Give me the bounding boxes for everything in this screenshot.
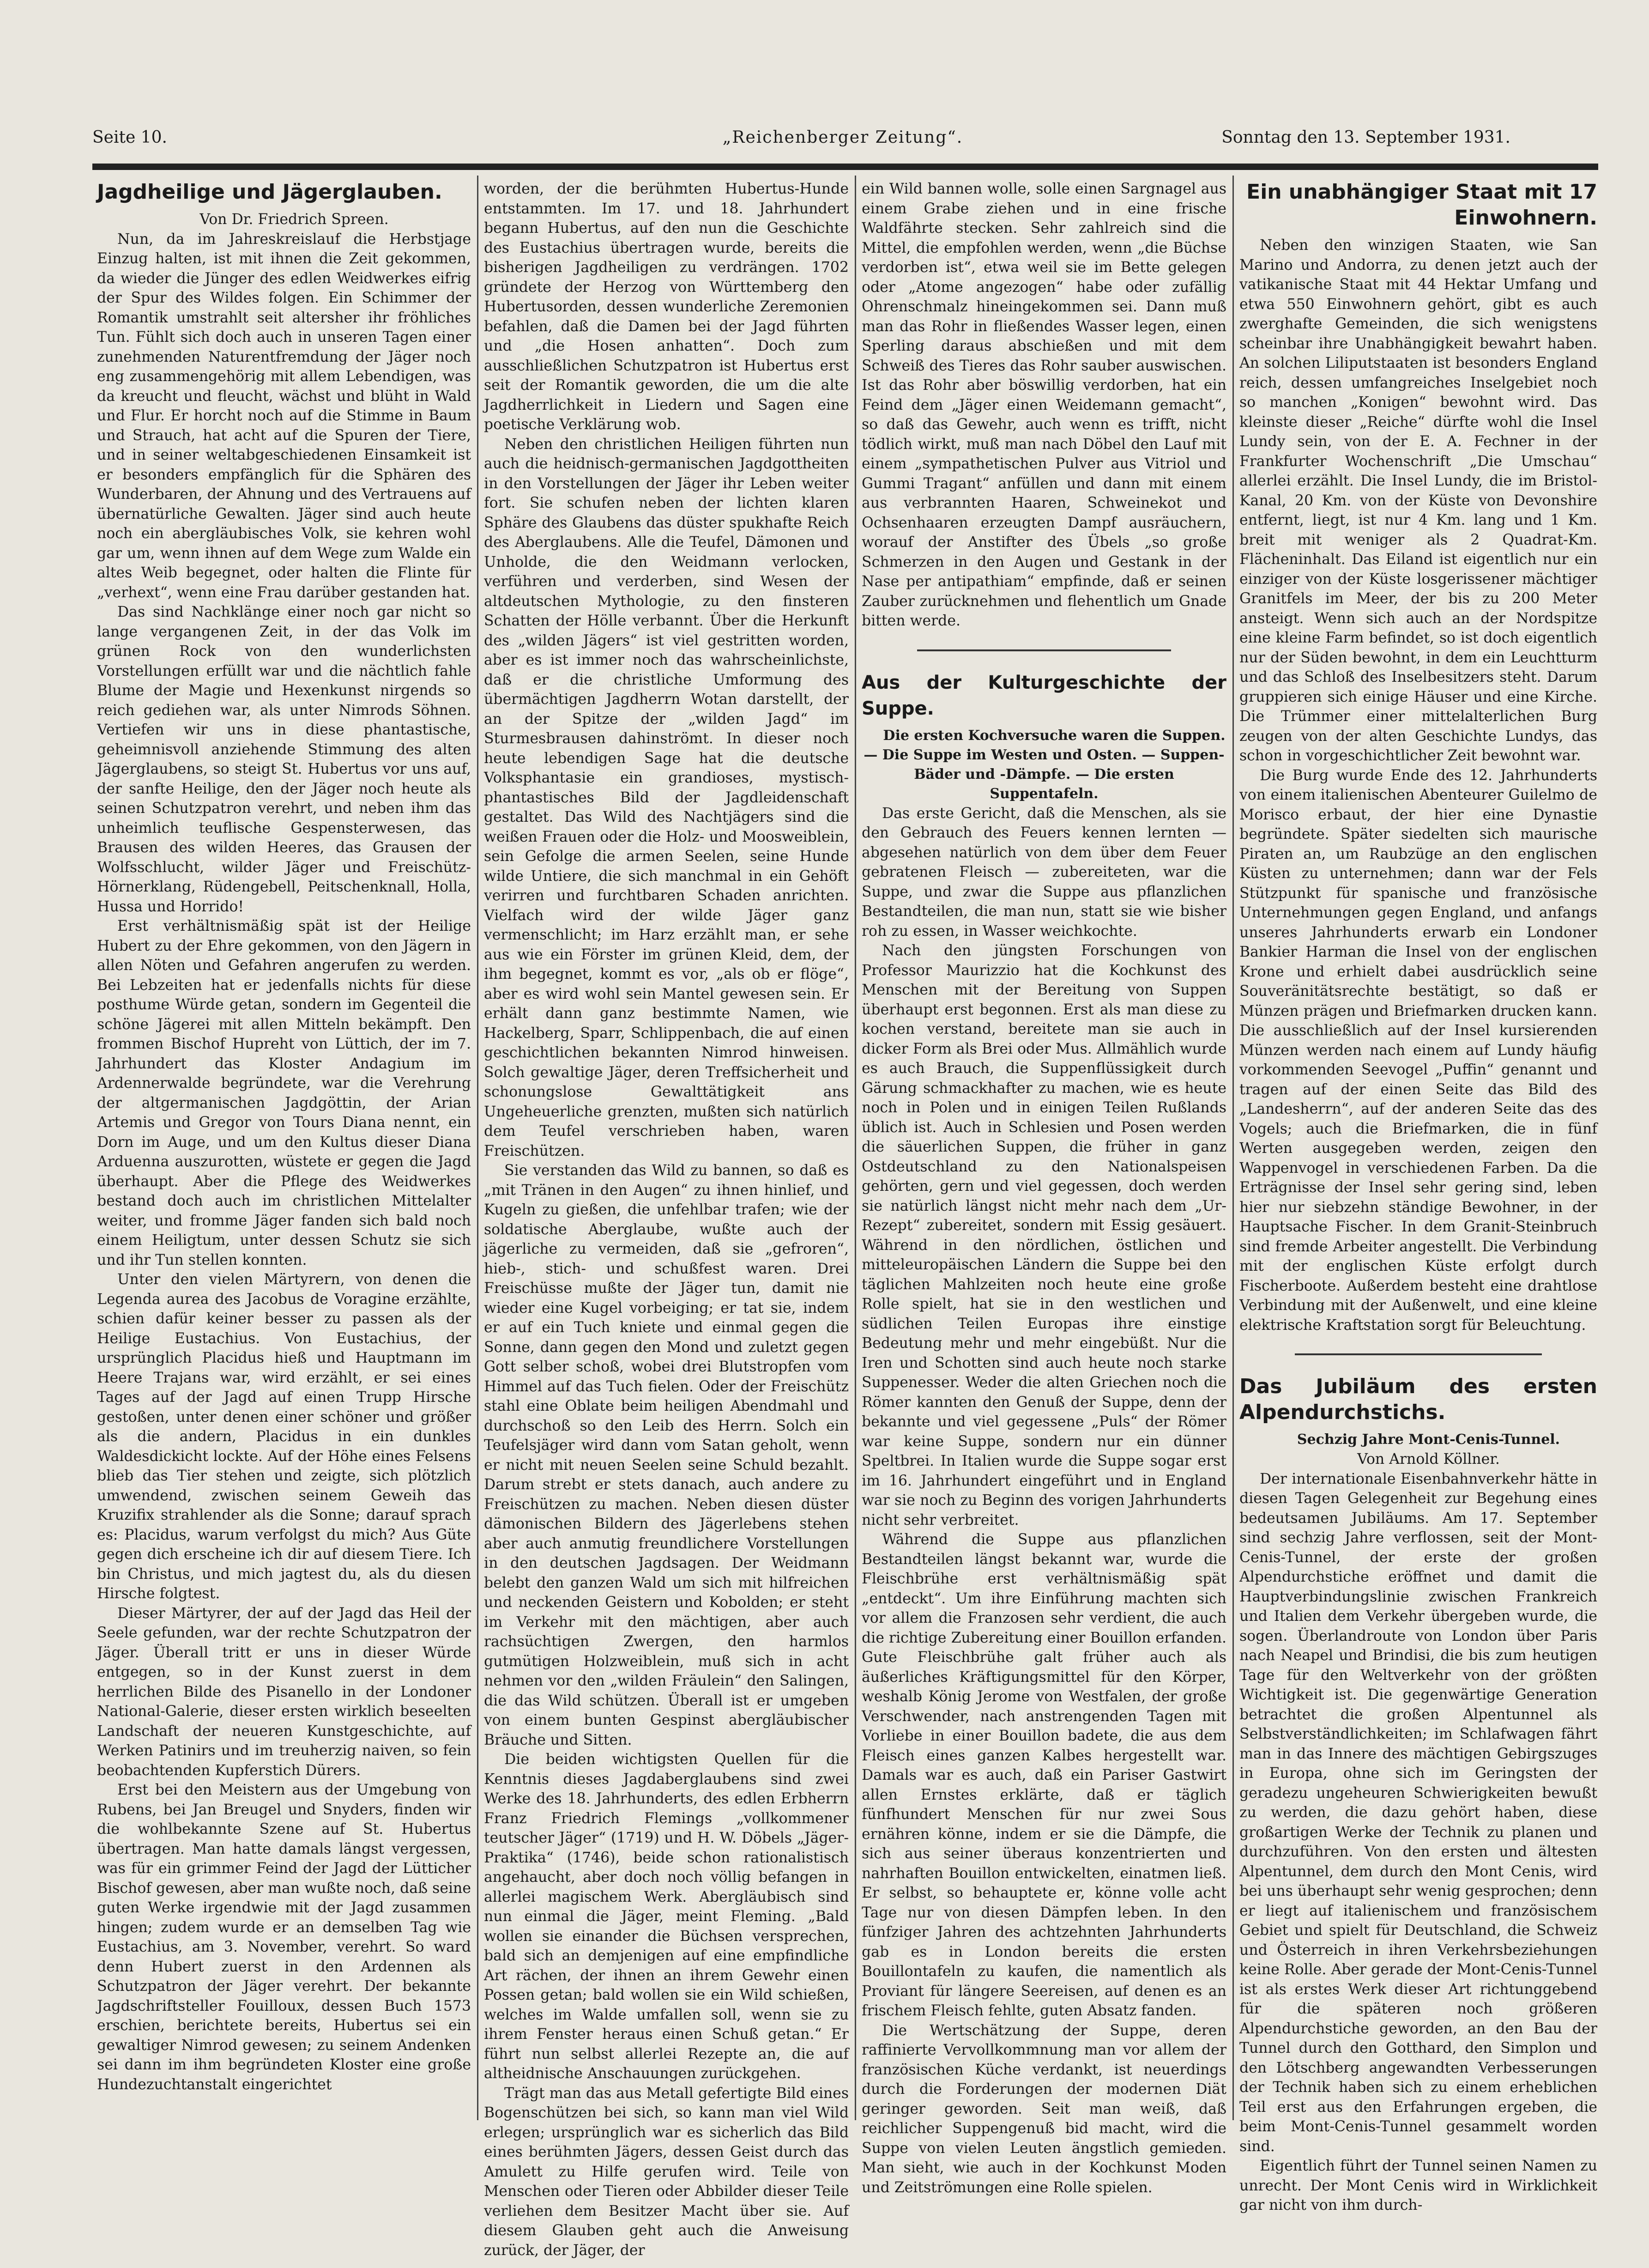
article-paragraph: Eigentlich führt der Tunnel seinen Namen zu unrecht. Der Mont Cenis wird in Wirklichkeit gar nicht von ihm durch- — [1239, 2158, 1597, 2213]
article-paragraph: Neben den christlichen Heiligen führten nun auch die heidnisch-germanischen Jagdgottheiten in den Vorstellungen der Jäger ihr Leben weiter fort. Sie schufen neben der lichten klaren Sphäre des Glaubens das düster spukhafte Reich des Aberglaubens. Alle die Teufel, Dämonen und Unholde, die den Weidmann verlocken, verführen und verderben, sind Wesen der altdeutschen Mythologie, zu den finsteren Schatten der Hölle verbannt. Über die Herkunft des „wilden Jägers“ ist viel gestritten worden, aber es ist immer noch das wahrscheinlichste, daß er die christliche Umformung des übermächtigen Jagdherrn Wotan darstellt, der an der Spitze der „wilden Jagd“ im Sturmesbrausen dahinströmt. In dieser noch heute lebendigen Sage hat die deutsche Volksphantasie ein grandioses, mystisch-phantastisches Bild der Jagdleidenschaft gestaltet. Das Wild des Nachtjägers sind die weißen Frauen oder die Holz- und Moosweiblein, sein Gefolge die armen Seelen, seine Hunde wilde Untiere, die sich manchmal in ein Gehöft verirren und furchtbaren Schaden anrichten. Vielfach wird der wilde Jäger ganz vermenschlicht; im Harz erzählt man, er sehe aus wie ein Förster im grünen Kleid, dem, der ihm begegnet, kommt es vor, „als ob er flöge“, aber es wird wohl sein Mantel gewesen sein. Er erhält dann ganz bestimmte Namen, wie Hackelberg, Sparr, Schlippenbach, die auf einen geschichtlichen bekannten Nimrod hinweisen. Solch gewaltige Jäger, deren Treffsicherheit und schonungslose Gewalttätigkeit ans Ungeheuerliche grenzten, mußten sich natürlich dem Teufel verschrieben haben, waren Freischützen. — [484, 436, 849, 1159]
column-3 — [862, 179, 1226, 2196]
article-paragraph: Unter den vielen Märtyrern, von denen die Legenda aurea des Jacobus de Voragine erzählte, schien dafür keiner besser zu passen als der Heilige Eustachius. Von Eustachius, der ursprünglich Placidus hieß und Hauptmann im Heere Trajans war, wird erzählt, er sei eines Tages auf der Jagd auf einen Trupp Hirsche gestoßen, unter denen einer schöner und größer als die andern, Placidus in ein dunkles Waldesdickicht lockte. Auf der Höhe eines Felsens blieb das Tier stehen und zeigte, sich plötzlich umwendend, zwischen seinem Geweih das Kruzifix strahlender als die Sonne; darauf sprach es: Placidus, warum verfolgst du mich? Aus Güte gegen dich erscheine ich dir auf diesem Tiere. Ich bin Christus, und mich jagtest du, als du diesen Hirsche folgtest. — [97, 1271, 471, 1602]
header-rule — [92, 164, 1598, 170]
column-1 — [97, 179, 471, 2119]
article-paragraph: Sie verstanden das Wild zu bannen, so daß es „mit Tränen in den Augen“ zu ihnen hinlief, und Kugeln zu gießen, die unfehlbar trafen; wie der soldatische Aberglaube, wußte auch der jägerliche zu vermeiden, daß sie „gefroren“, hieb-, stich- und schußfest waren. Drei Freischüsse mußte der Jäger tun, damit nie wieder eine Kugel vorbeiging; er tat sie, indem er auf ein Tuch kniete und einmal gegen die Sonne, dann gegen den Mond und zuletzt gegen Gott selber schoß, wobei drei Blutstropfen vom Himmel auf das Tuch fielen. Oder der Freischütz stahl eine Oblate beim heiligen Abendmahl und durchschoß so den Leib des Herrn. Solch ein Teufelsjäger wird dann vom Satan geholt, wenn er nicht mit neuen Seelen seine Schuld bezahlt. Darum strebt er stets danach, auch andere zu Freischützen zu machen. Neben diesen düster dämonischen Bildern des Jägerlebens stehen aber auch anmutig freundlichere Vorstellungen in den deutschen Jagdsagen. Der Weidmann belebt den ganzen Wald um sich mit hilfreichen und neckenden Geistern und Kobolden; er steht im Verkehr mit den mächtigen, aber auch rachsüchtigen Zwergen, den harmlos gutmütigen Holzweiblein, muß sich in acht nehmen vor den „wilden Fräulein“ den Salingen, die das Wild schützen. Überall ist er umgeben von einem bunten Gespinst abergläubischer Bräuche und Sitten. — [484, 1162, 849, 1748]
article-paragraph: ein Wild bannen wolle, solle einen Sargnagel aus einem Grabe ziehen und in eine frische Waldfährte stecken. Sehr zahlreich sind die Mittel, die empfohlen werden, wenn „die Büchse verdorben ist“, etwa weil sie im Bette gelegen oder „Atome angezogen“ habe oder zufällig Ohrenschmalz hineingekommen sei. Dann muß man das Rohr in fließendes Wasser legen, einen Sperling daraus abschießen und mit dem Schweiß des Tieres das Rohr sauber auswischen. Ist das Rohr aber böswillig verdorben, hat ein Feind dem „Jäger einen Weidemann gemacht“, so daß das Gewehr, auch wenn es trifft, nicht tödlich wirkt, muß man nach Döbel den Lauf mit einem „sympathetischen Pulver aus Vitriol und Gummi Tragant“ anfüllen und dann mit einem aus verbrannten Haaren, Schweinekot und Ochsenhaaren erzeugten Dampf ausräuchern, worauf der Anstifter des Übels „so große Schmerzen in den Augen und Gestank in der Nase per antipathiam“ empfinde, daß er seinen Zauber zurücknehmen und flehentlich um Gnade bitten werde. — [862, 181, 1226, 629]
column-4 — [1239, 179, 1597, 2213]
article-paragraph: worden, der die berühmten Hubertus-Hunde entstammten. Im 17. und 18. Jahrhundert begann Hubertus, auf den nun die Geschichte des Eustachius übertragen wurde, bereits die bisherigen Jagdheiligen zu verdrängen. 1702 gründete der Herzog von Württemberg den Hubertusorden, dessen wunderliche Zeremonien befahlen, daß die Damen bei der Jagd führten und „die Hosen anhatten“. Doch zum ausschließlichen Schutzpatron ist Hubertus erst seit der Romantik geworden, die um die alte Jagdherrlichkeit in Liedern und Sagen eine poetische Verklärung wob. — [484, 181, 849, 433]
column-2 — [484, 179, 849, 2259]
article-paragraph: Dieser Märtyrer, der auf der Jagd das Heil der Seele gefunden, war der rechte Schutzpatron der Jäger. Überall tritt er uns in dieser Würde entgegen, so in der Kunst zuerst in dem herrlichen Bilde des Pisanello in der Londoner National-Galerie, dieser ersten wirklich beseelten Landschaft der neueren Kunstgeschichte, auf Werken Patinirs und im treuherzig naiven, so fein beobachtenden Kupferstich Dürers. — [97, 1605, 471, 1779]
article-paragraph: Die Burg wurde Ende des 12. Jahrhunderts von einem italienischen Abenteurer Guilelmo de Morisco erbaut, der hier eine Dynastie begründete. Später siedelten sich maurische Piraten an, um Raubzüge an den englischen Küsten zu unternehmen; dann war der Fels Stützpunkt für spanische und französische Unternehmungen gegen England, und anfangs unseres Jahrhunderts erwarb ein Londoner Bankier Harman die Insel von der englischen Krone und erhielt dabei ausdrücklich seine Souveränitätsrechte bestätigt, so daß er Münzen prägen und Briefmarken drucken kann. Die ausschließlich auf der Insel kursierenden Münzen werden nach einem auf Lundy häufig vorkommenden Seevogel „Puffin“ genannt und tragen auf der einen Seite das Bild des „Landesherrn“, auf der anderen Seite das des Vogels; auch die Briefmarken, die in fünf Werten ausgegeben werden, zeigen den Wappenvogel in verschiedenen Farben. Da die Erträgnisse der Insel sehr gering sind, leben hier nur siebzehn ständige Bewohner, in der Hauptsache Fischer. In dem Granit-Steinbruch sind fremde Arbeiter angestellt. Die Verbindung mit der englischen Küste erfolgt durch Fischerboote. Außerdem besteht eine drahtlose Verbindung mit der Außenwelt, und eine kleine elektrische Kraftstation sorgt für Beleuchtung. — [1239, 767, 1597, 1334]
column-divider — [477, 176, 478, 2120]
article-paragraph: Während die Suppe aus pflanzlichen Bestandteilen längst bekannt war, wurde die Fleischbrühe erst verhältnismäßig spät „entdeckt“. Um ihre Einführung machten sich vor allem die Franzosen sehr verdient, die auch die richtige Zubereitung einer Bouillon erfanden. Gute Fleischbrühe galt früher auch als äußerliches Kräftigungsmittel für den Körper, weshalb König Jerome von Westfalen, der große Verschwender, nach anstrengenden Tagen mit Vorliebe in einer Bouillon badete, die aus dem Fleisch eines ganzen Kalbes hergestellt war. Damals war es auch, daß ein Pariser Gastwirt allen Ernstes erklärte, daß er täglich fünfhundert Menschen für nur zwei Sous ernähren könne, indem er sie die Dämpfe, die sich aus seiner überaus konzentrierten und nahrhaften Bouillon entwickelten, einatmen ließ. Er selbst, so behauptete er, könne volle acht Tage nur von diesen Dämpfen leben. In den fünfziger Jahren des achtzehnten Jahrhunderts gab es in London bereits die ersten Bouillontafeln zu kaufen, die namentlich als Proviant für längere Seereisen, auf denen es an frischem Fleisch fehlte, guten Absatz fanden. — [862, 1531, 1226, 2019]
article-paragraph: Das erste Gericht, daß die Menschen, als sie den Gebrauch des Feuers kennen lernten — abgesehen natürlich von dem über dem Feuer gebratenen Fleisch — zubereiteten, war die Suppe, und zwar die Suppe aus pflanzlichen Bestandteilen, die man nun, statt sie wie bisher roh zu essen, in Wasser weichkochte. — [862, 805, 1226, 940]
article-paragraph: Die beiden wichtigsten Quellen für die Kenntnis dieses Jagdaberglaubens sind zwei Werke des 18. Jahrhunderts, des edlen Erbherrn Franz Friedrich Flemings „vollkommener teutscher Jäger“ (1719) und H. W. Döbels „Jäger-Praktika“ (1746), beide schon rationalistisch angehaucht, aber doch noch völlig befangen in allerlei magischem Werk. Abergläubisch sind nun einmal die Jäger, meint Fleming. „Bald wollen sie einander die Büchsen versprechen, bald sich an demjenigen auf eine empfindliche Art rächen, der ihnen an ihrem Gewehr einen Possen getan; bald wollen sie ein Wild schießen, welches im Walde umfallen soll, wenn sie zu ihrem Fenster heraus einen Schuß getan.“ Er führt nun selbst allerlei Rezepte an, die auf altheidnische Anschauungen zurückgehen. — [484, 1751, 849, 2082]
article-subtitle: Sechzig Jahre Mont-Cenis-Tunnel. — [1297, 1431, 1560, 1448]
article-title: Jagdheilige und Jägerglauben. — [97, 180, 442, 204]
article-title: Ein unabhängiger Staat mit 17 Einwohnern. — [1246, 180, 1597, 230]
article-paragraph: Der internationale Eisenbahnverkehr hätte in diesen Tagen Gelegenheit zur Begehung eines bedeutsamen Jubiläums. Am 17. September sind sechzig Jahre verflossen, seit der Mont-Cenis-Tunnel, der erste der großen Alpendurchstiche eröffnet und damit die Hauptverbindungslinie zwischen Frankreich und Italien dem Verkehr übergeben wurde, die sogen. Überlandroute von London über Paris nach Neapel und Brindisi, die bis zum heutigen Tage für den Weltverkehr von der größten Wichtigkeit ist. Die gegenwärtige Generation betrachtet die großen Alpentunnel als Selbstverständlichkeiten; im Schlafwagen fährt man in das Innere des mächtigen Gebirgszuges in Europa, ohne sich im Geringsten der geradezu ungeheuren Schwierigkeiten bewußt zu werden, die dazu gehört haben, diese großartigen Werke der Technik zu planen und durchzuführen. Von den ersten und ältesten Alpentunnel, dem durch den Mont Cenis, wird bei uns überhaupt sehr wenig gesprochen; denn er liegt auf italienischem und französischem Gebiet und spielt für Deutschland, die Schweiz und Österreich in ihren Verkehrsbeziehungen keine Rolle. Aber gerade der Mont-Cenis-Tunnel ist als erstes Werk dieser Art richtunggebend für die späteren noch größeren Alpendurchstiche geworden, an den Bau der Tunnel durch den Gotthard, den Simplon und den Lötschberg angewandten Verbesserungen der Technik haben sich zu einem erheblichen Teil erst aus den Erfahrungen ergeben, die beim Mont-Cenis-Tunnel gesammelt worden sind. — [1239, 1470, 1597, 2155]
article-byline: Von Dr. Friedrich Spreen. — [199, 211, 389, 228]
article-paragraph: Die Wertschätzung der Suppe, deren raffinierte Vervollkommnung man vor allem der französischen Küche verdankt, ist neuerdings durch die Forderungen der modernen Diät geringer geworden. Seit man weiß, daß reichlicher Suppengenuß bid macht, wird die Suppe von vielen Leuten ängstlich gemieden. Man sieht, wie auch in der Kochkunst Moden und Zeitströmungen eine Rolle spielen. — [862, 2022, 1226, 2196]
newspaper-name: „Reichenberger Zeitung“. — [722, 128, 963, 147]
article-paragraph: Trägt man das aus Metall gefertigte Bild eines Bogenschützen bei sich, so kann man viel Wild erlegen; ursprünglich war es sicherlich das Bild eines berühmten Jägers, dessen Geist durch das Amulett zu Hilfe gerufen wird. Teile von Menschen oder Tieren oder Abbilder dieser Teile verliehen dem Besitzer Macht über sie. Auf diesem Glauben geht auch die Anweisung zurück, der Jäger, der — [484, 2085, 849, 2259]
article-paragraph: Erst verhältnismäßig spät ist der Heilige Hubert zu der Ehre gekommen, von den Jägern in allen Nöten und Gefahren angerufen zu werden. Bei Lebzeiten hat er jedenfalls nichts für diese posthume Würde getan, sondern im Gegenteil die schöne Jägerei mit allen Mitteln bekämpft. Den frommen Bischof Hupreht von Lüttich, der im 7. Jahrhundert das Kloster Andagium im Ardennerwalde begründete, war die Verehrung der altgermanischen Jagdgöttin, der Arian Artemis und Gregor von Tours Diana nennt, ein Dorn im Auge, und um den Kultus dieser Diana Arduenna auszurotten, wüstete er gegen die Jagd überhaupt. Aber die Pflege des Weidwerkes bestand doch auch im christlichen Mittelalter weiter, und fromme Jäger fanden sich bald noch einem Heiligtum, unter dessen Schutz sie sich und ihr Tun stellen konnten. — [97, 918, 471, 1268]
article-paragraph: Nach den jüngsten Forschungen von Professor Maurizzio hat die Kochkunst des Menschen mit der Bereitung von Suppen überhaupt erst begonnen. Erst als man diese zu kochen verstand, bereitete man sie auch in dicker Form als Brei oder Mus. Allmählich wurde es auch Brauch, die Suppenflüssigkeit durch Gärung schmackhafter zu machen, wie es heute noch in Polen und in einigen Teilen Rußlands üblich ist. Auch in Schlesien und Posen werden die säuerlichen Suppen, die früher in ganz Ostdeutschland zu den Nationalspeisen gehörten, gern und viel gegessen, doch werden sie natürlich längst nicht mehr nach dem „Ur-Rezept“ zubereitet, sondern mit Essig gesäuert. Während in den nördlichen, östlichen und mitteleuropäischen Ländern die Suppe bei den täglichen Mahlzeiten noch heute eine große Rolle spielt, hat sie in den westlichen und südlichen Teilen Europas ihre einstige Bedeutung mehr und mehr eingebüßt. Nur die Iren und Schotten sind auch heute noch starke Suppenesser. Weder die alten Griechen noch die Römer kannten den Genuß der Suppe, denn der bekannte und viel gegessene „Puls“ der Römer war keine Suppe, sondern nur ein dünner Speltbrei. In Italien wurde die Suppe sogar erst im 16. Jahrhundert eingeführt und in England war sie noch zu Beginn des vorigen Jahrhunderts nicht sehr verbreitet. — [862, 942, 1226, 1528]
issue-date: Sonntag den 13. September 1931. — [1221, 128, 1510, 147]
article-paragraph: Erst bei den Meistern aus der Umgebung von Rubens, bei Jan Breugel und Snyders, finden wir die wohlbekannte Szene auf St. Hubertus übertragen. Man hatte damals längst vergessen, was für ein grimmer Feind der Jagd der Lütticher Bischof gewesen, aber man wußte noch, daß seine guten Werke irgendwie mit der Jagd zusammen hingen; zudem wurde er an demselben Tag wie Eustachius, am 3. November, verehrt. So ward denn Hubert zuerst in den Ardennen als Schutzpatron der Jäger verehrt. Der bekannte Jagdschriftsteller Fouilloux, dessen Buch 1573 erschien, berichtete bereits, Hubertus sei ein gewaltiger Nimrod gewesen; zu seinem Andenken sei dann im ihm begründeten Kloster eine große Hundezuchtanstalt eingerichtet — [97, 1782, 471, 2093]
column-divider — [855, 176, 856, 2120]
article-subtitle: Die ersten Kochversuche waren die Suppen. — Die Suppe im Westen und Osten. — Suppen-Bäder und -Dämpfe. — Die ersten Suppentafeln. — [864, 727, 1226, 802]
page-number: Seite 10. — [92, 128, 167, 147]
article-separator — [1295, 1353, 1542, 1355]
article-paragraph: Neben den winzigen Staaten, wie San Marino und Andorra, zu denen jetzt auch der vatikanische Staat mit 44 Hektar Umfang und etwa 550 Einwohnern gehört, gibt es auch zwerghafte Gemeinden, die sich wenigstens scheinbar ihre Unabhängigkeit bewahrt haben. An solchen Liliputstaaten ist besonders England reich, dessen umfangreiches Inselgebiet noch so manchen „Konigen“ bewohnt wird. Das kleinste dieser „Reiche“ dürfte wohl die Insel Lundy sein, von der E. A. Fechner in der Frankfurter Wochenschrift „Die Umschau“ allerlei erzählt. Die Insel Lundy, die im Bristol-Kanal, 20 Km. von der Küste von Devonshire entfernt, liegt, ist nur 4 Km. lang und 1 Km. breit mit weniger als 2 Quadrat-Km. Flächeninhalt. Das Eiland ist eigentlich nur ein einziger von der Küste losgerissener mächtiger Granitfels im Meer, der bis zu 200 Meter ansteigt. Wenn sich auch an der Nordspitze eine kleine Farm befindet, so ist doch eigentlich nur der Süden bewohnt, in dem ein Leuchtturm und das Schloß des Inselbesitzers steht. Darum gruppieren sich einige Häuser und eine Kirche. Die Trümmer einer mittelalterlichen Burg zeugen von der alten Geschichte Lundys, das schon in vorgeschichtlicher Zeit bewohnt war. — [1239, 237, 1597, 764]
article-byline: Von Arnold Köllner. — [1357, 1451, 1500, 1468]
column-divider — [1232, 176, 1234, 2120]
article-title: Das Jubiläum des ersten Alpendurchstichs. — [1239, 1375, 1597, 1424]
article-paragraph: Nun, da im Jahreskreislauf die Herbstjage Einzug halten, ist mit ihnen die Zeit gekommen, da wieder die Jünger des edlen Weidwerkes eifrig der Spur des Wildes folgen. Ein Schimmer der Romantik umstrahlt seit altersher ihr fröhliches Tun. Fühlt sich doch auch in unseren Tagen einer zunehmenden Naturentfremdung der Jäger noch eng zusammengehörig mit allem Lebendigen, was da kreucht und fleucht, wächst und blüht in Wald und Flur. Er horcht noch auf die Stimme in Baum und Strauch, hat acht auf die Spuren der Tiere, und in seiner weltabgeschiedenen Einsamkeit ist er besonders empfänglich für die Sphären des Wunderbaren, der Ahnung und des Vertrauens auf übernatürliche Gewalten. Jäger sind auch heute noch ein abergläubisches Volk, sie kehren wohl gar um, wenn ihnen auf dem Wege zum Walde ein altes Weib begegnet, oder halten die Flinte für „verhext“, wenn eine Frau darüber gestanden hat. — [97, 230, 471, 601]
article-paragraph: Das sind Nachklänge einer noch gar nicht so lange vergangenen Zeit, in der das Volk im grünen Rock von den wunderlichsten Vorstellungen erfüllt war und die nächtlich fahle Blume der Magie und Hexenkunst nirgends so reich gediehen war, als unter Nimrods Söhnen. Vertiefen wir uns in diese phantastische, geheimnisvoll anziehende Stimmung des alten Jägerglaubens, so steigt St. Hubertus vor uns auf, der sanfte Heilige, den der Jäger noch heute als seinen Schutzpatron verehrt, und neben ihm das unheimlich teuflische Gespensterwesen, das Brausen des wilden Heeres, das Grausen der Wolfsschlucht, wilder Jäger und Freischütz-Hörnerklang, Rüdengebell, Peitschenknall, Holla, Hussa und Horrido! — [97, 604, 471, 915]
article-separator — [917, 649, 1171, 651]
article-title: Aus der Kulturgeschichte der Suppe. — [862, 672, 1226, 719]
